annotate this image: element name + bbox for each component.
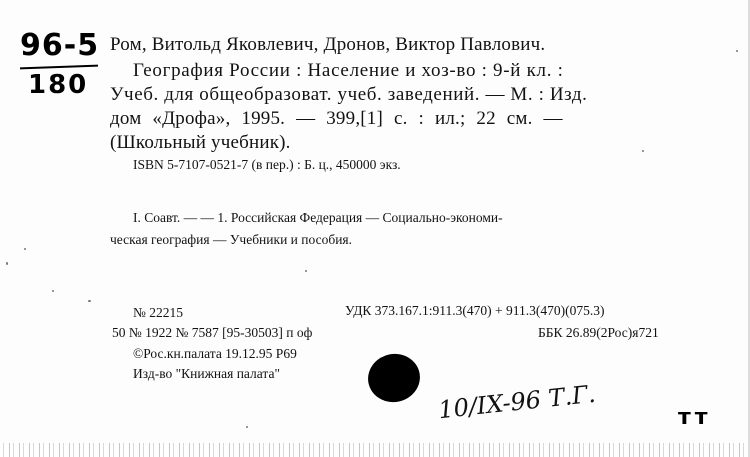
scan-speck bbox=[736, 50, 738, 52]
isbn-line: ISBN 5-7107-0521-7 (в пер.) : Б. ц., 450000 экз. bbox=[133, 157, 401, 172]
call-number-bottom: 180 bbox=[28, 70, 89, 100]
publisher-line: Изд-во "Книжная палата" bbox=[133, 366, 280, 381]
title-line-2: Учеб. для общеобразоват. учеб. заведений. — М. : Изд. bbox=[110, 84, 588, 105]
scan-speck bbox=[246, 426, 248, 428]
imprint-number: № 22215 bbox=[133, 305, 184, 320]
corner-mark: тт bbox=[678, 405, 712, 430]
scan-speck bbox=[52, 290, 54, 292]
scan-edge-noise bbox=[0, 443, 750, 457]
bbk-classification: ББК 26.89(2Рос)я721 bbox=[538, 325, 659, 340]
title-line-4: (Школьный учебник). bbox=[110, 132, 291, 153]
order-line: 50 № 1922 № 7587 [95-30503] п оф bbox=[112, 325, 313, 340]
subject-line-2: ческая география — Учебники и пособия. bbox=[110, 232, 352, 247]
title-line-3: дом «Дрофа», 1995. — 399,[1] с. : ил.; 22 см. — bbox=[110, 108, 563, 129]
book-chamber-line: ©Рос.кн.палата 19.12.95 Р69 bbox=[133, 346, 297, 361]
scan-speck bbox=[88, 300, 91, 302]
handwritten-date: 10/IX-96 Т.Г. bbox=[436, 379, 597, 425]
subject-line-1: I. Соавт. — — 1. Российская Федерация — Социально-экономи- bbox=[133, 210, 503, 225]
ink-stamp bbox=[364, 349, 425, 407]
title-line-1: География России : Население и хоз-во : 9-й кл. : bbox=[133, 60, 564, 81]
scan-speck bbox=[6, 262, 8, 265]
scan-speck bbox=[642, 150, 644, 152]
udk-classification: УДК 373.167.1:911.3(470) + 911.3(470)(075.3) bbox=[345, 303, 605, 318]
call-number-divider bbox=[20, 65, 98, 70]
author-line: Ром, Витольд Яковлевич, Дронов, Виктор Павлович. bbox=[110, 34, 546, 55]
call-number-top: 96-5 bbox=[20, 28, 100, 63]
scan-speck bbox=[305, 270, 307, 272]
scan-speck bbox=[24, 248, 26, 250]
